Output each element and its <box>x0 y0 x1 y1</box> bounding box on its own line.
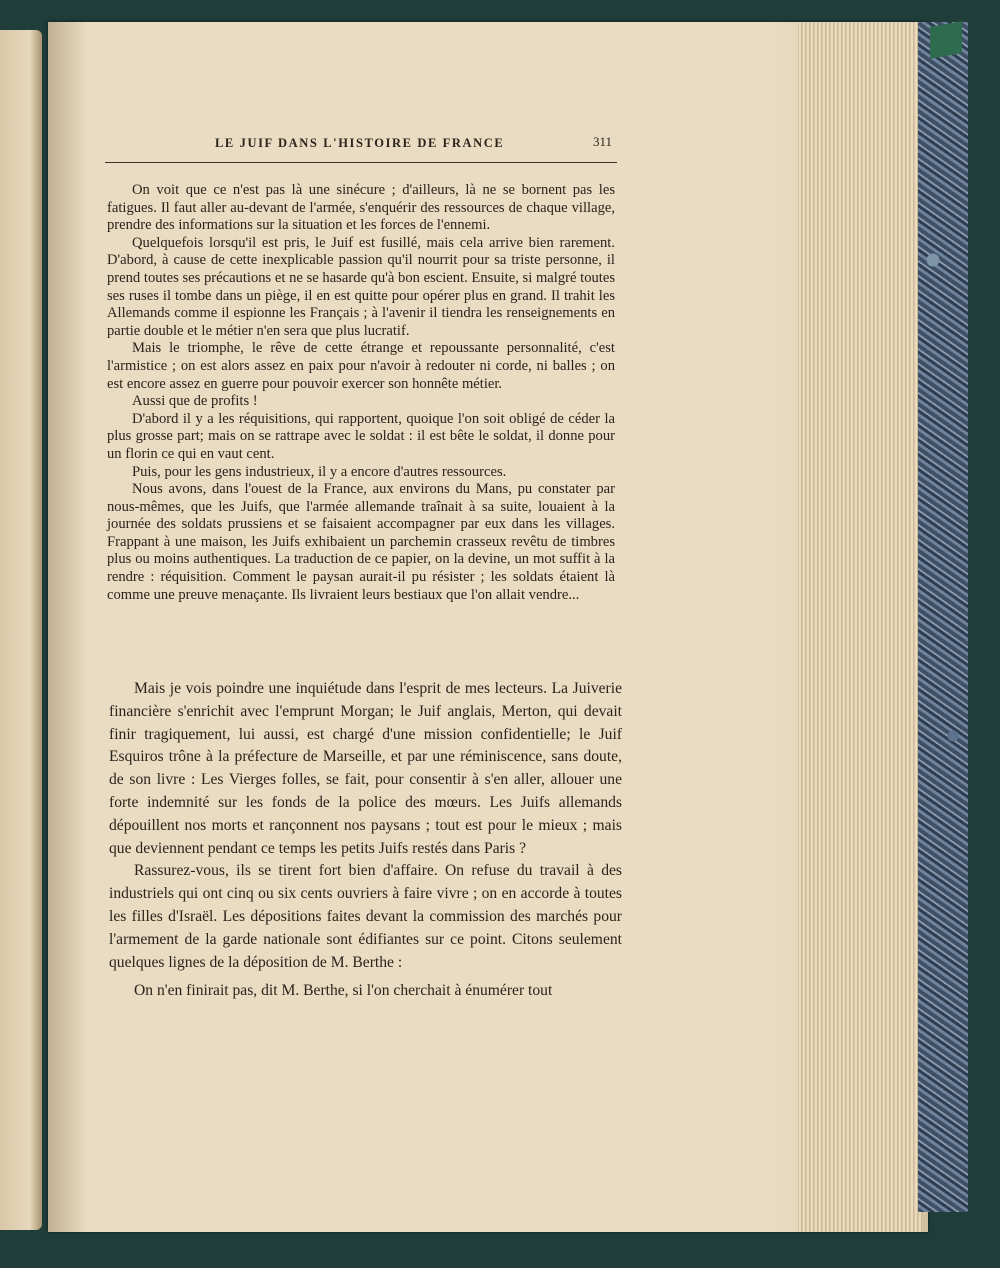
quote-paragraph: On n'en finirait pas, dit M. Berthe, si l'on cherchait à énumérer tout <box>134 982 553 1000</box>
paragraph: Nous avons, dans l'ouest de la France, aux environs du Mans, pu constater par nous-mêmes, que les Juifs, que l'armée allemande traînait à sa suite, louaient à la journée des soldats prussiens et se faisaient accompagner par eux dans les villages. Frappant à une maison, les Juifs exhibaient un parchemin crasseux revêtu de timbres plus ou moins authentiques. La traduction de ce papier, on la devine, un mot suffit à la rendre : réquisition. Comment le paysan aurait-il pu résister ; les soldats étaient là comme une preuve menaçante. Ils livraient leurs bestiaux que l'on allait vendre... <box>107 481 615 603</box>
page-stack-edge <box>798 22 922 1232</box>
page-header <box>105 132 617 163</box>
page-number: 311 <box>593 134 613 149</box>
paragraph: Mais le triomphe, le rêve de cette étrange et repoussante personnalité, c'est l'armistice ; on est alors assez en paix pour n'avoir à redouter ni corde, ni balles ; on est encore assez en guerre pour pouvoir exercer son honnête métier. <box>107 340 615 392</box>
paragraph: Aussi que de profits ! <box>132 393 258 410</box>
paragraph: Quelquefois lorsqu'il est pris, le Juif est fusillé, mais cela arrive bien rarement. D'abord, à cause de cette inexplicable passion qu'il nourrit pour sa triste personne, il prend toutes ses précautions et ne se hasarde qu'à bon escient. Ensuite, si malgré toutes ses ruses il tombe dans un piège, il en est quitte pour opérer plus en grand. Il trahit les Allemands comme il espionne les Français ; à l'avenir il tiendra les renseignements en partie double et le métier n'en sera que plus lucratif. <box>107 234 615 339</box>
paragraph: Mais je vois poindre une inquiétude dans l'esprit de mes lecteurs. La Juiverie financière s'enrichit avec l'emprunt Morgan; le Juif anglais, Merton, qui devait finir tragiquement, lui aussi, est chargé d'une mission confidentielle; le Juif Esquiros trône à la préfecture de Marseille, et par une réminiscence, sans doute, de son livre : Les Vierges folles, se fait, pour consentir à s'en aller, allouer une forte indemnité sur les fonds de la police des mœurs. Les Juifs allemands dépouillent nos morts et rançonnent nos paysans ; tout est pour le mieux ; mais que deviennent pendant ce temps les petits Juifs restés dans Paris ? <box>109 680 622 857</box>
text-block-bottom <box>109 678 622 1003</box>
text-block-top <box>107 182 615 604</box>
paragraph: On voit que ce n'est pas là une sinécure ; d'ailleurs, là ne se bornent pas les fatigues. Il faut aller au-devant de l'armée, s'enquérir des ressources de chaque village, prendre des informations sur la situation et les forces de l'ennemi. <box>107 182 615 234</box>
paragraph: D'abord il y a les réquisitions, qui rapportent, quoique l'on soit obligé de céder la plus grosse part; mais on se rattrape avec le soldat : il est bête le soldat, il donne pour un florin ce qui en vaut cent. <box>107 410 615 462</box>
marbled-cover <box>918 22 968 1212</box>
running-title: LE JUIF DANS L'HISTOIRE DE FRANCE <box>215 136 505 150</box>
paragraph: Puis, pour les gens industrieux, il y a encore d'autres ressources. <box>132 463 507 480</box>
cover-corner <box>930 21 962 59</box>
paragraph: Rassurez-vous, ils se tirent fort bien d'affaire. On refuse du travail à des industriels qui ont cinq ou six cents ouvriers à faire vivre ; on en accorde à toutes les filles d'Israël. Les dépositions faites devant la commission des marchés pour l'armement de la garde nationale sont édifiantes sur ce point. Citons seulement quelques lignes de la déposition de M. Berthe : <box>109 862 622 971</box>
facing-page-edge <box>0 30 42 1230</box>
